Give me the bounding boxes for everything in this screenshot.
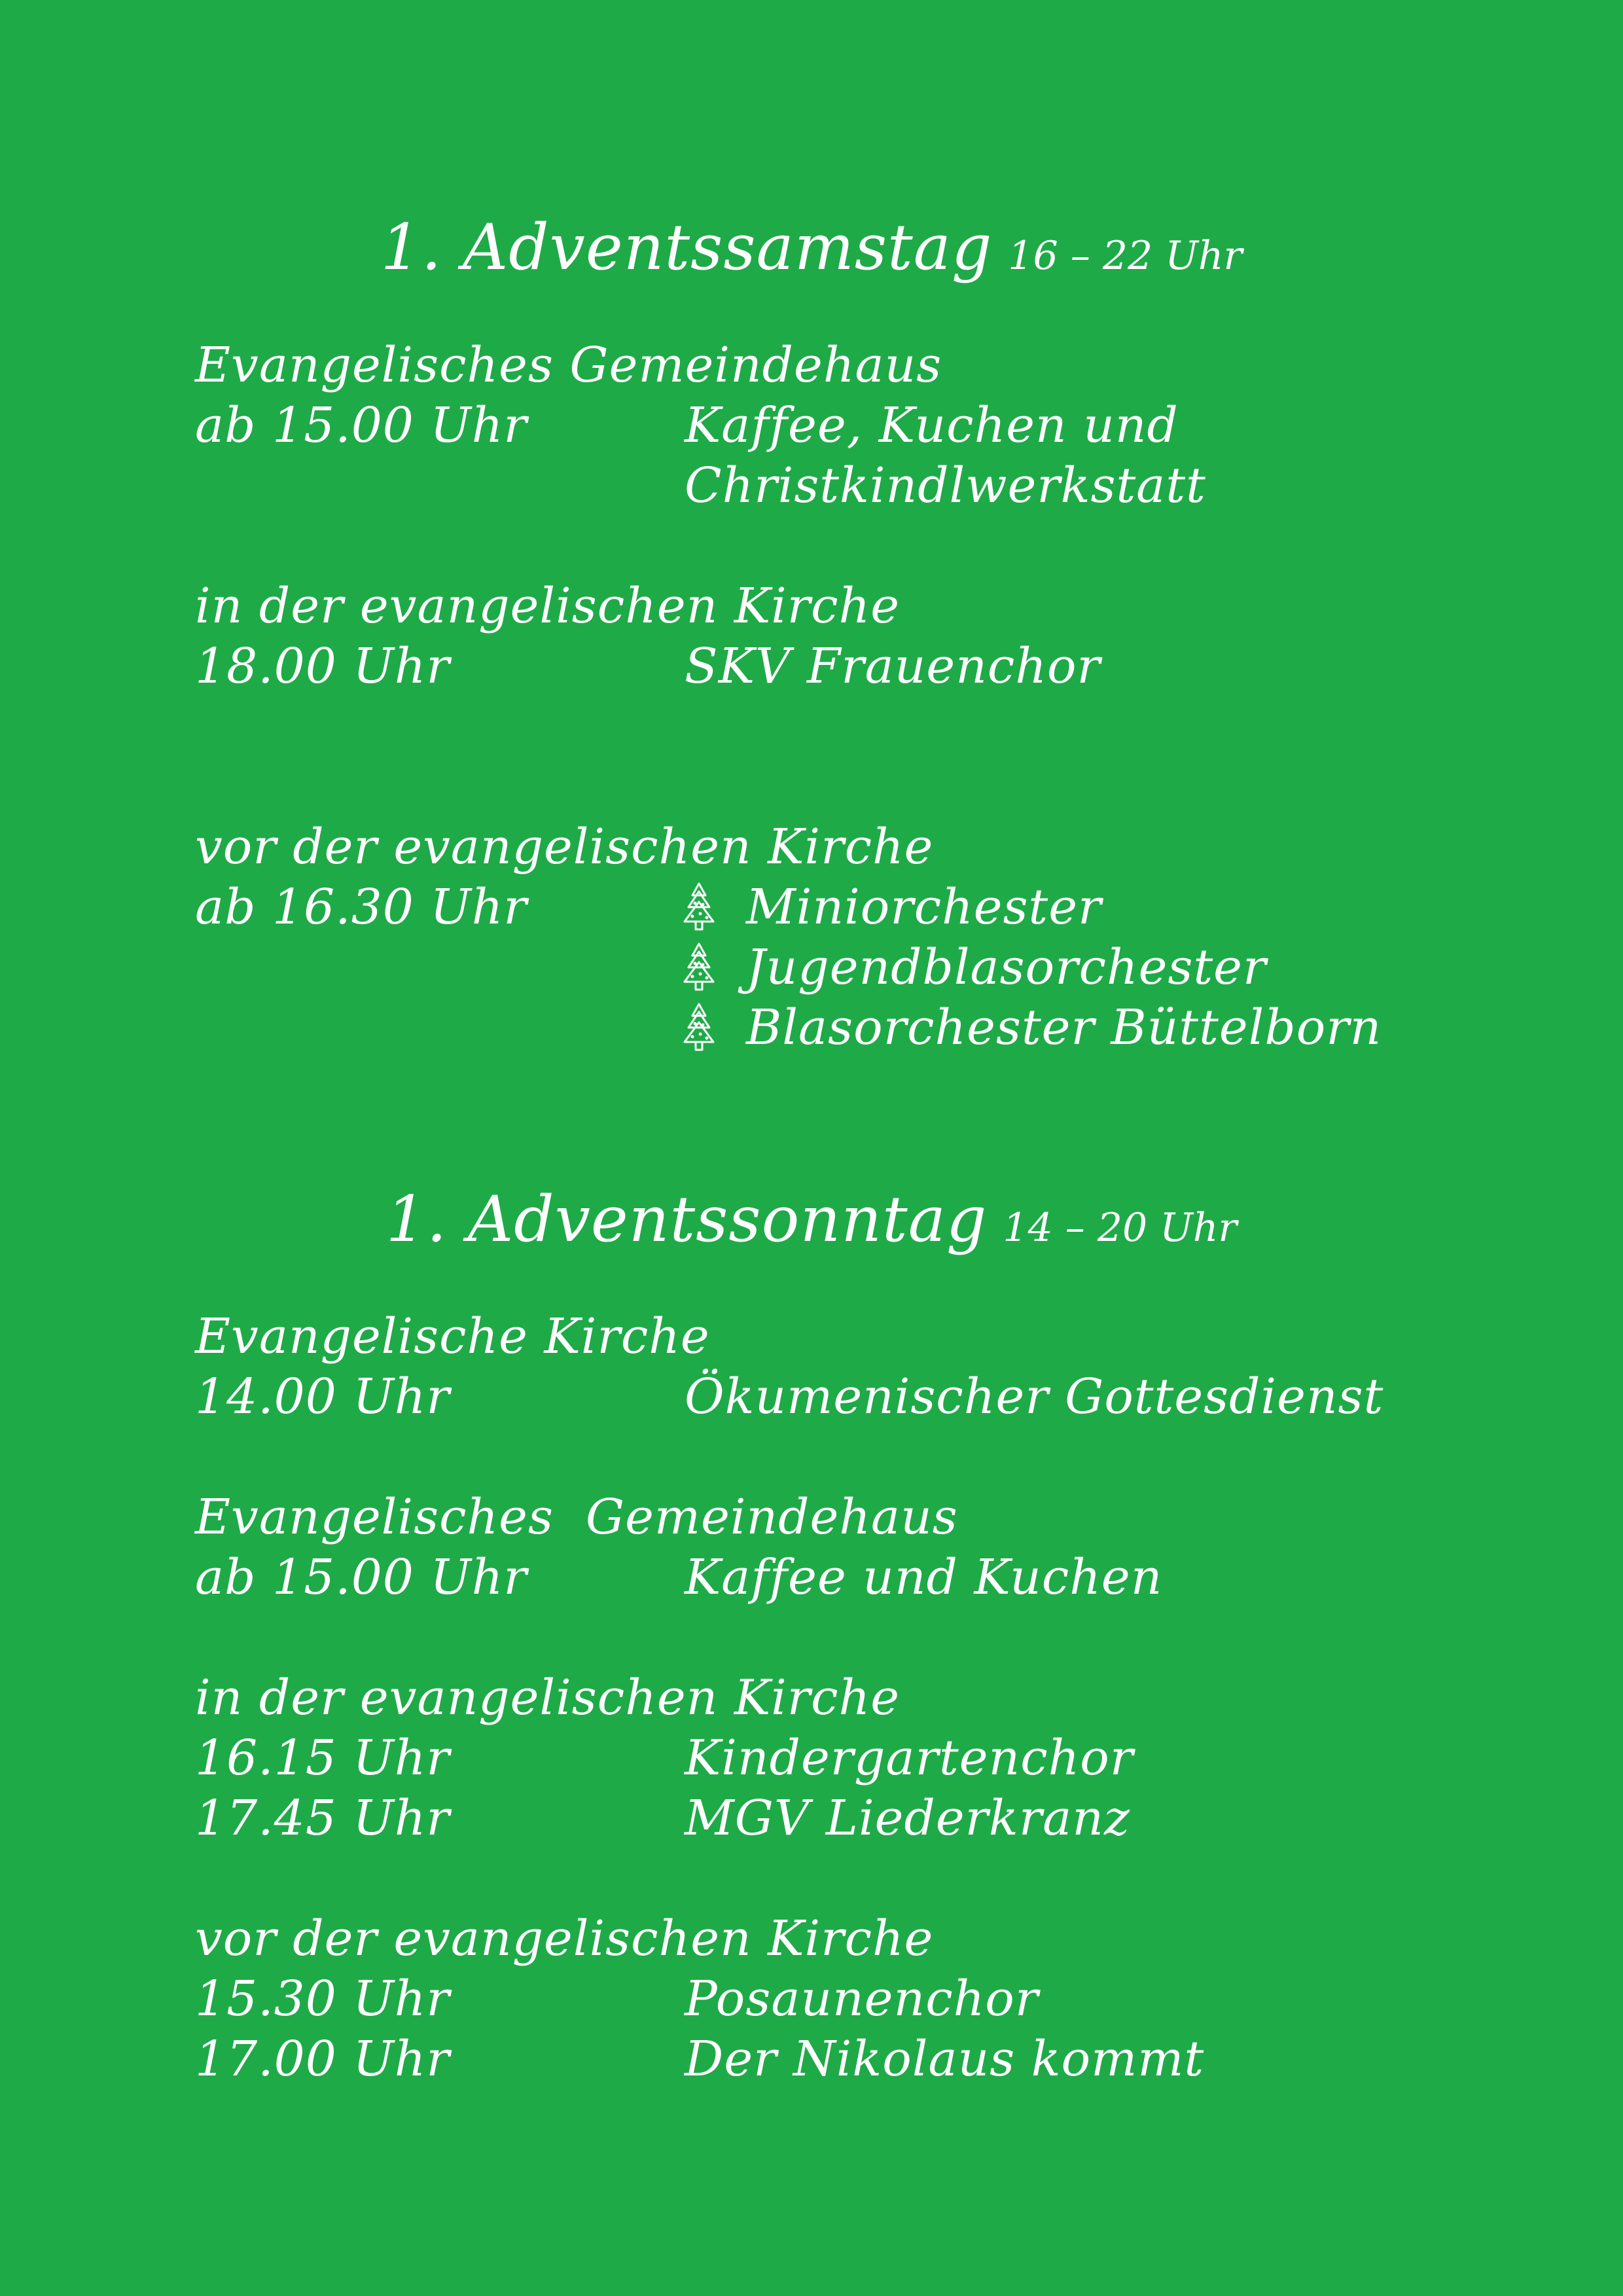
s1b3-item-2-label: Jugendblasorchester	[746, 939, 1267, 996]
s1b3-item-2	[681, 937, 1266, 997]
s1b1-event-line1: Kaffee, Kuchen und	[685, 397, 1179, 454]
s2b3-entry-2-event: MGV Liederkranz	[685, 1790, 1130, 1846]
s2b4-location: vor der evangelischen Kirche	[195, 1910, 934, 1967]
section1-title: 1. Adventssamstag	[380, 211, 993, 284]
s2b1-location: Evangelische Kirche	[195, 1308, 710, 1365]
s1b3-time: ab 16.30 Uhr	[195, 879, 527, 935]
s2b1-event: Ökumenischer Gottesdienst	[685, 1369, 1384, 1425]
christmas-tree-icon	[681, 1001, 717, 1054]
s2b4-entry-1-event: Posaunenchor	[685, 1971, 1039, 2027]
s1b3-item-1	[681, 877, 1101, 937]
section2-time: 14 – 20 Uhr	[1003, 1205, 1238, 1251]
s2b3-location: in der evangelischen Kirche	[195, 1670, 901, 1726]
s1b1-event-line2: Christkindlwerkstatt	[685, 457, 1206, 514]
s1b3-item-3	[681, 997, 1382, 1058]
s2b4-entry-2-time: 17.00 Uhr	[195, 2031, 450, 2087]
s2b2-event: Kaffee und Kuchen	[685, 1549, 1163, 1605]
s1b3-item-1-label: Miniorchester	[746, 879, 1102, 935]
s2b2-location: Evangelisches Gemeindehaus	[195, 1489, 958, 1545]
s1b3-location: vor der evangelischen Kirche	[195, 819, 934, 875]
section2-title: 1. Adventssonntag	[385, 1183, 988, 1256]
christmas-tree-icon	[681, 881, 717, 933]
s2b3-entry-2-time: 17.45 Uhr	[195, 1790, 450, 1846]
section1-time: 16 – 22 Uhr	[1008, 233, 1243, 279]
s1b3-item-3-label: Blasorchester Büttelborn	[746, 999, 1382, 1056]
section1-heading	[0, 211, 1623, 284]
s1b1-location: Evangelisches Gemeindehaus	[195, 337, 942, 393]
s1b2-event: SKV Frauenchor	[685, 638, 1101, 694]
s1b2-time: 18.00 Uhr	[195, 638, 450, 694]
s2b4-entry-2-event: Der Nikolaus kommt	[685, 2031, 1205, 2087]
s2b1-time: 14.00 Uhr	[195, 1369, 450, 1425]
s2b3-entry-1-event: Kindergartenchor	[685, 1730, 1134, 1786]
s2b2-time: ab 15.00 Uhr	[195, 1549, 527, 1605]
s2b4-entry-1-time: 15.30 Uhr	[195, 1971, 450, 2027]
s1b2-location: in der evangelischen Kirche	[195, 578, 901, 634]
s1b1-time: ab 15.00 Uhr	[195, 397, 527, 454]
s2b3-entry-1-time: 16.15 Uhr	[195, 1730, 450, 1786]
christmas-tree-icon	[681, 941, 717, 994]
section2-heading	[0, 1183, 1623, 1256]
